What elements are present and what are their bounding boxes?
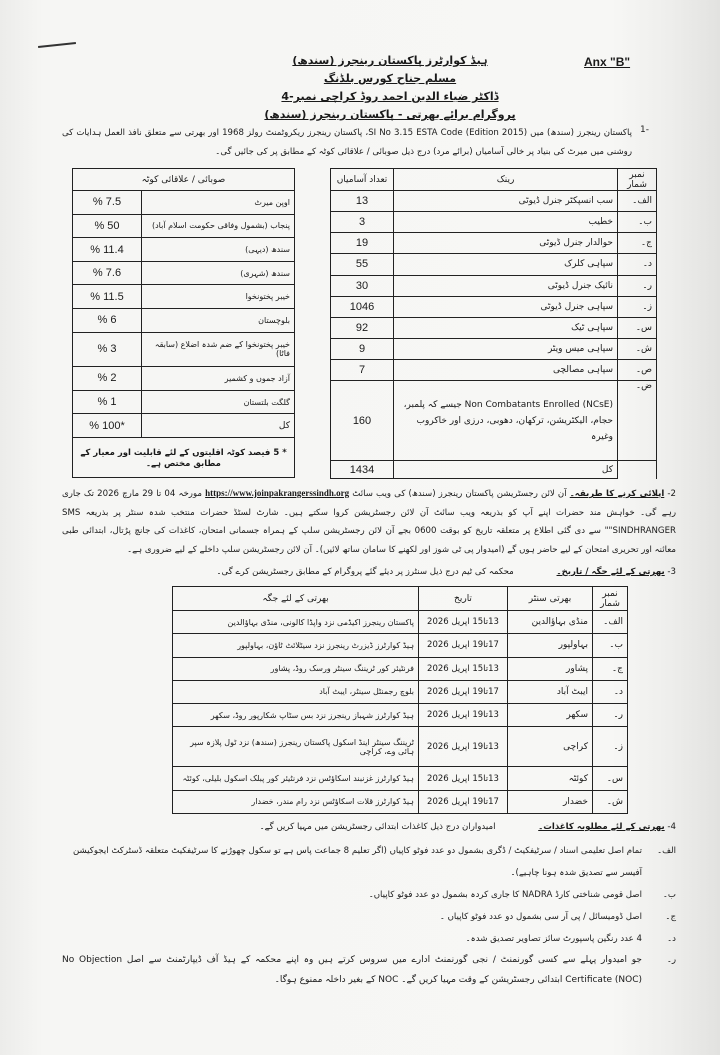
- table-row: [73, 367, 295, 391]
- table-row: [173, 767, 628, 790]
- rank-name: Non Combatants Enrolled (NCsE) جیسے کہ پلمبر، حجام، الیکٹریشن، ترکھان، دھوبی، درزی اور خاکروب وغیرہ: [394, 381, 618, 461]
- section-2-number: 2-: [667, 489, 676, 499]
- section-4-heading: [62, 818, 676, 837]
- section-3-number: 3-: [667, 567, 676, 577]
- pen-mark: [38, 42, 76, 48]
- table-row: [73, 261, 295, 285]
- total-label: کل: [394, 461, 618, 479]
- ranks-table: [330, 168, 657, 479]
- table-row: [173, 680, 628, 703]
- row-number: ج۔: [618, 233, 657, 254]
- vacancy-count: 1046: [331, 296, 394, 317]
- item-text: 4 عدد رنگین پاسپورٹ سائز تصاویر تصدیق شدہ۔: [465, 934, 642, 944]
- section-4-text: امیدواران درج ذیل کاغذات ابتدائی رجسٹریشن میں مہیا کریں گے۔: [259, 822, 496, 832]
- item-number: ب۔: [662, 890, 676, 900]
- vacancy-count: 160: [331, 381, 394, 461]
- recruitment-venue: ہیڈ کوارٹرز غزنبند اسکاؤٹس نزد فرنٹیئر کور پبلک اسکول بلیلی، کوئٹہ: [173, 767, 419, 790]
- item-number: د۔: [667, 934, 676, 944]
- recruitment-center: کوئٹہ: [508, 767, 593, 790]
- table-row: [73, 214, 295, 238]
- item-text: اصل ڈومیسائل / پی آر سی بشمول دو عدد فوٹو کاپیاں ۔: [439, 912, 642, 922]
- header-line-1: ہیڈ کوارٹرز پاکستان رینجرز (سندھ): [292, 54, 488, 67]
- item-text: جو امیدوار پہلے سے کسی گورنمنٹ / نجی گورنمنٹ ادارے میں سروس کرتے ہیں وہ اپنے محکمہ کے ہیڈ آف ڈیپارٹمنٹ سے اصل No Objection Certificate (NOC) ابتدائی رجسٹریشن کے وقت مہیا کریں گے۔ NOC کے بغیر داخلہ ممنوع ہوگا۔: [62, 955, 642, 985]
- section-4-title: بھرتی کے لئے مطلوبہ کاغذات۔: [538, 822, 665, 832]
- region-name: گلگت بلتستان: [142, 390, 295, 414]
- vacancy-count: 3: [331, 212, 394, 233]
- item-number: ر۔: [666, 955, 676, 965]
- recruitment-date: 13تا15 اپریل 2026: [419, 767, 508, 790]
- table-row: [173, 727, 628, 767]
- rank-name: سپاہی کلرک: [394, 254, 618, 275]
- recruitment-date: 17تا19 اپریل 2026: [419, 790, 508, 813]
- quota-note-row: [73, 438, 295, 478]
- section-3-title: بھرتی کے لئے جگہ / تاریخ۔: [556, 567, 665, 577]
- quota-percent: 2 %: [73, 367, 142, 391]
- recruitment-center: منڈی بہاؤالدین: [508, 611, 593, 634]
- region-name: خیبر پختونخوا: [142, 285, 295, 309]
- row-number: س۔: [593, 767, 628, 790]
- total-label: کل: [142, 414, 295, 438]
- quota-note: * 5 فیصد کوٹہ اقلیتوں کے لئے قابلیت اور معیار کے مطابق مختص ہے۔: [73, 438, 295, 478]
- quota-header-row: [73, 169, 295, 191]
- vacancy-count: 30: [331, 275, 394, 296]
- section-2-title: اپلائی کرنے کا طریقہ۔: [569, 489, 665, 499]
- centers-header-cell: تاریخ: [419, 587, 508, 611]
- section-3-heading: [62, 563, 676, 582]
- centers-header-cell: بھرتی کے لئے جگہ: [173, 587, 419, 611]
- table-row: [173, 634, 628, 657]
- table-row: [331, 360, 657, 381]
- item-number: ج۔: [665, 912, 676, 922]
- section-2-text: مورخہ 04 تا 29 مارچ 2026 تک جاری رہے گی۔ خواہش مند حضرات اپنے آپ کو بذریعہ ویب سائٹ آن لائن رجسٹریشن کروا سکتے ہیں۔ شارٹ لسٹڈ حضرات منتخب شدہ سنٹر پر بذریعہ SMS "SINDHRANGER" سے دی گئی اطلاع پر متعلقہ تاریخ کو بوقت 0600 بجے آن لائن رجسٹریشن سلپ کے ہمراہ جسمانی امتحان، کاغذات کی جانچ پڑتال، ابتدائی طبی معائنہ اور تحریری امتحان کے لیے حاضر ہوں گے (امیدوار پی ٹی شوز اور لکھنے کا سامان ساتھ لائیں)۔ آن لائن رجسٹریشن سلپ داخلے کے لیے ضروری ہے۔: [62, 489, 676, 555]
- centers-header-row: [173, 587, 628, 611]
- rank-name: نائیک جنرل ڈیوٹی: [394, 275, 618, 296]
- total-percent: *100 %: [73, 414, 142, 438]
- document-item: [62, 950, 676, 990]
- quota-percent: 11.5 %: [73, 285, 142, 309]
- quota-table: [72, 168, 295, 478]
- recruitment-venue: فرنٹیئر کور ٹریننگ سینٹر ورسک روڈ، پشاور: [173, 657, 419, 680]
- annex-label: Anx "B": [584, 55, 631, 69]
- row-number: الف۔: [618, 191, 657, 212]
- table-row: [331, 338, 657, 359]
- rank-name: حوالدار جنرل ڈیوٹی: [394, 233, 618, 254]
- section-4-number: 4-: [667, 822, 676, 832]
- region-name: خیبر پختونخوا کے ضم شدہ اضلاع (سابقہ فاٹا): [142, 332, 295, 367]
- vacancy-count: 92: [331, 317, 394, 338]
- table-row: [173, 611, 628, 634]
- recruitment-venue: پاکستان رینجرز اکیڈمی نزد واپڈا کالونی، منڈی بہاؤالدین: [173, 611, 419, 634]
- section-1-number: 1-: [640, 125, 649, 135]
- recruitment-center: بہاولپور: [508, 634, 593, 657]
- table-row: [331, 233, 657, 254]
- ranks-header-cell: رینک: [394, 169, 618, 191]
- vacancy-count: 9: [331, 338, 394, 359]
- region-name: آزاد جموں و کشمیر: [142, 367, 295, 391]
- vacancy-count: 7: [331, 360, 394, 381]
- recruitment-venue: ہیڈ کوارٹرز شہباز رینجرز نزد بس سٹاپ شکارپور روڈ، سکھر: [173, 704, 419, 727]
- recruitment-venue: بلوچ رجمنٹل سینٹر، ایبٹ آباد: [173, 680, 419, 703]
- item-number: الف۔: [657, 846, 676, 856]
- ranks-header-cell: نمبر شمار: [618, 169, 657, 191]
- table-row: [173, 657, 628, 680]
- row-number: د۔: [618, 254, 657, 275]
- table-row: [73, 285, 295, 309]
- table-row: [331, 381, 657, 461]
- ranks-header-row: [331, 169, 657, 191]
- recruitment-date: 13تا19 اپریل 2026: [419, 727, 508, 767]
- recruitment-date: 13تا19 اپریل 2026: [419, 704, 508, 727]
- document-item: [62, 906, 676, 928]
- quota-percent: 11.4 %: [73, 238, 142, 262]
- recruitment-venue: ہیڈ کوارٹرز ڈیزرٹ رینجرز نزد سیٹلائٹ ٹاؤن، بہاولپور: [173, 634, 419, 657]
- row-number: ز۔: [593, 727, 628, 767]
- header-line-4: پروگرام برائے بھرتی - پاکستان رینجرز (سندھ): [264, 108, 516, 121]
- table-row: [173, 790, 628, 813]
- table-row: [331, 296, 657, 317]
- rank-name: سپاہی جنرل ڈیوٹی: [394, 296, 618, 317]
- total-vacancies: 1434: [331, 461, 394, 479]
- row-number: ز۔: [618, 296, 657, 317]
- recruitment-date: 17تا19 اپریل 2026: [419, 680, 508, 703]
- document-item: [62, 928, 676, 950]
- documents-list: [62, 840, 676, 990]
- ranks-header-cell: تعداد آسامیاں: [331, 169, 394, 191]
- quota-header: صوبائی / علاقائی کوٹہ: [73, 169, 295, 191]
- region-name: سندھ (شہری): [142, 261, 295, 285]
- vacancy-count: 55: [331, 254, 394, 275]
- region-name: پنجاب (بشمول وفاقی حکومت اسلام آباد): [142, 214, 295, 238]
- quota-percent: 50 %: [73, 214, 142, 238]
- table-row: [331, 317, 657, 338]
- row-number: س۔: [618, 317, 657, 338]
- row-number: ص۔: [618, 360, 657, 381]
- header-line-3: ڈاکٹر ضیاء الدین احمد روڈ کراچی نمبر-4: [281, 90, 499, 103]
- recruitment-center: سکھر: [508, 704, 593, 727]
- rank-name: خطیب: [394, 212, 618, 233]
- quota-total-row: [73, 414, 295, 438]
- row-number: ر۔: [618, 275, 657, 296]
- recruitment-center: ایبٹ آباد: [508, 680, 593, 703]
- region-name: اوپن میرٹ: [142, 191, 295, 215]
- ranks-total-row: [331, 461, 657, 479]
- table-row: [73, 191, 295, 215]
- table-row: [73, 238, 295, 262]
- quota-percent: 1 %: [73, 390, 142, 414]
- section-2: [62, 484, 676, 559]
- section-3-text: محکمہ کی ٹیم درج ذیل سنٹرز پر دیئے گئے پروگرام کے مطابق رجسٹریشن کرے گی۔: [216, 567, 514, 577]
- header-line-2: مسلم جناح کورس بلڈنگ: [323, 72, 457, 85]
- website-link[interactable]: https://www.joinpakrangerssindh.org: [205, 488, 350, 498]
- row-number: ج۔: [593, 657, 628, 680]
- recruitment-date: 13تا15 اپریل 2026: [419, 611, 508, 634]
- item-text: تمام اصل تعلیمی اسناد / سرٹیفکیٹ / ڈگری بشمول دو عدد فوٹو کاپیاں (اگر تعلیم 8 جماعت پاس ہے تو سکول چھوڑنے کا سرٹیفکیٹ متعلقہ ڈسٹرکٹ ایجوکیشن آفیسر سے تصدیق شدہ ہونا چاہیے)۔: [72, 846, 642, 878]
- item-text: اصل قومی شناختی کارڈ NADRA کا جاری کردہ بشمول دو عدد فوٹو کاپیاں۔: [368, 890, 642, 900]
- recruitment-center: پشاور: [508, 657, 593, 680]
- quota-percent: 6 %: [73, 309, 142, 333]
- table-row: [173, 704, 628, 727]
- table-row: [331, 254, 657, 275]
- table-row: [73, 390, 295, 414]
- recruitment-centers-table: [172, 586, 628, 814]
- table-row: [331, 191, 657, 212]
- recruitment-center: کراچی: [508, 727, 593, 767]
- quota-percent: 7.6 %: [73, 261, 142, 285]
- centers-header-cell: بھرتی سنٹر: [508, 587, 593, 611]
- quota-percent: 7.5 %: [73, 191, 142, 215]
- row-number: ب۔: [618, 212, 657, 233]
- region-name: سندھ (دیہی): [142, 238, 295, 262]
- document-item: [62, 840, 676, 884]
- row-number: ش۔: [593, 790, 628, 813]
- row-number: ب۔: [593, 634, 628, 657]
- vacancy-count: 13: [331, 191, 394, 212]
- recruitment-venue: ہیڈ کوارٹرز قلات اسکاؤٹس نزد رام مندر، خضدار: [173, 790, 419, 813]
- table-row: [73, 309, 295, 333]
- section-2-text-before-link: آن لائن رجسٹریشن پاکستان رینجرز (سندھ) کی ویب سائٹ: [352, 489, 567, 499]
- table-row: [331, 212, 657, 233]
- centers-header-cell: نمبر شمار: [593, 587, 628, 611]
- recruitment-venue: ٹریننگ سینٹر اینڈ اسکول پاکستان رینجرز (سندھ) نزد ٹول پلازہ سپر ہائی وے، کراچی: [173, 727, 419, 767]
- rank-name: سپاہی ٹیک: [394, 317, 618, 338]
- row-number: ش۔: [618, 338, 657, 359]
- vacancy-count: 19: [331, 233, 394, 254]
- rank-name: سپاہی میس ویٹر: [394, 338, 618, 359]
- table-row: [331, 275, 657, 296]
- table-row: [73, 332, 295, 367]
- rank-name: سپاہی مصالچی: [394, 360, 618, 381]
- section-1-text: پاکستان رینجرز (سندھ) میں SI No 3.15 ESTA Code (Edition 2015)، پاکستان رینجرز ریکروٹمنٹ رولز 1968 اور بھرتی سے متعلق نافذ العمل ہدایات کی روشنی میں میرٹ کی بنیاد پر خالی آسامیاں (برائے مرد) درج ذیل صوبائی / علاقائی کوٹہ کے مطابق پر کی جائیں گی۔: [62, 128, 633, 157]
- recruitment-date: 13تا15 اپریل 2026: [419, 657, 508, 680]
- row-number: د۔: [593, 680, 628, 703]
- row-number: ض۔: [618, 381, 657, 461]
- row-number: ر۔: [593, 704, 628, 727]
- quota-percent: 3 %: [73, 332, 142, 367]
- recruitment-center: خضدار: [508, 790, 593, 813]
- rank-name: سب انسپکٹر جنرل ڈیوٹی: [394, 191, 618, 212]
- region-name: بلوچستان: [142, 309, 295, 333]
- document-item: [62, 884, 676, 906]
- row-number: الف۔: [593, 611, 628, 634]
- recruitment-date: 17تا19 اپریل 2026: [419, 634, 508, 657]
